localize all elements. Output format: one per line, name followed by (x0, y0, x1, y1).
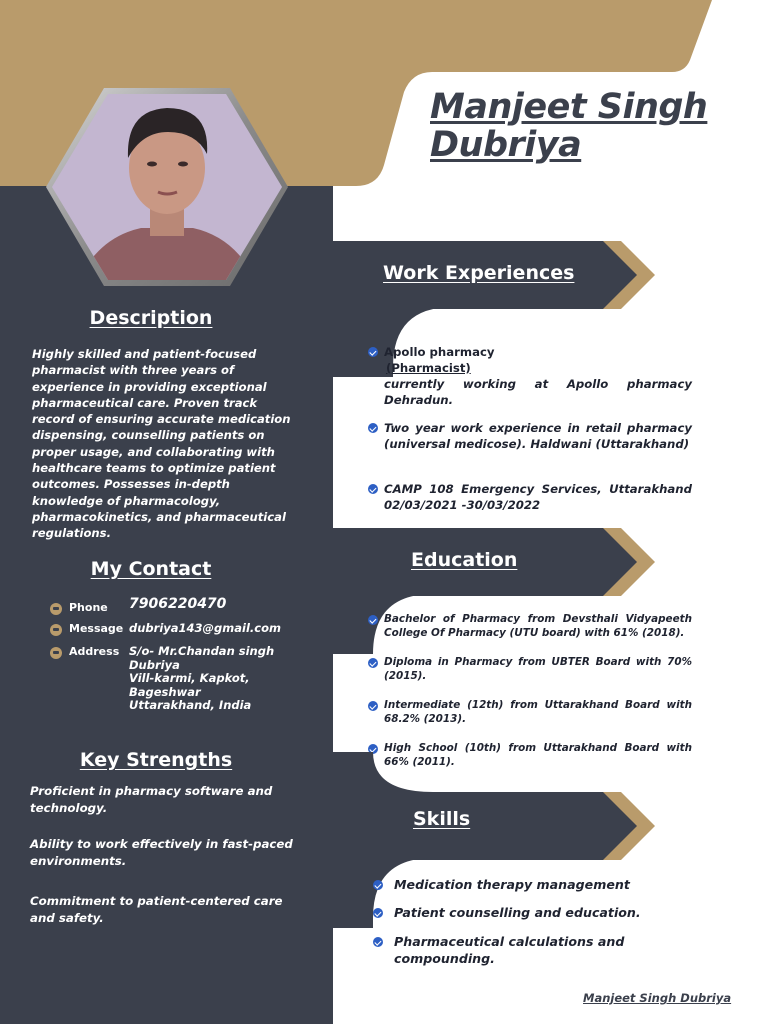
work-item (368, 344, 692, 408)
check-icon (373, 880, 383, 890)
education-text: Diploma in Pharmacy from UBTER Board with 70% (2015). (384, 656, 692, 682)
education-bottom-curve (333, 752, 768, 792)
strength-item: Commitment to patient-centered care and safety. (30, 894, 283, 925)
phone-label: Phone (69, 601, 108, 614)
address-line: S/o- Mr.Chandan singh (129, 644, 275, 658)
address-label: Address (69, 645, 120, 658)
message-label: Message (69, 622, 124, 635)
contact-phone-row (50, 596, 227, 615)
education-text: High School (10th) from Uttarakhand Board with 66% (2011). (384, 742, 692, 768)
address-line: Uttarakhand, India (129, 698, 252, 712)
skill-text: Patient counselling and education. (394, 905, 641, 920)
check-icon (368, 615, 378, 625)
work-heading: Work Experiences (383, 262, 575, 284)
name-line-1: Manjeet Singh (430, 87, 708, 127)
check-icon (368, 701, 378, 711)
contact-message-row (50, 622, 281, 636)
education-item (368, 612, 692, 640)
address-line: Bageshwar (129, 684, 201, 699)
education-item (368, 655, 692, 683)
education-heading: Education (411, 549, 518, 571)
education-text: Bachelor of Pharmacy from Devsthali Vidyapeeth College Of Pharmacy (UTU board) with 61% (2018). (384, 613, 692, 639)
name-line-2: Dubriya (430, 125, 582, 165)
check-icon (368, 347, 378, 357)
strength-item: Ability to work effectively in fast-paced environments. (30, 837, 293, 868)
work-detail: currently working at Apollo pharmacy Dehradun. (384, 377, 692, 407)
description-text: Highly skilled and patient-focused pharmacist with three years of experience in providing exceptional pharmaceutical care. Proven track record of ensuring accurate medication dispensing, counselling patients on proper usage, and collaborating with healthcare teams to optimize patient outcomes. Possesses in-depth knowledge of pharmacology, pharmacokinetics, and pharmaceutical regulations. (32, 347, 291, 541)
skills-heading: Skills (413, 808, 471, 830)
strength-item: Proficient in pharmacy software and technology. (30, 784, 273, 815)
skill-item (373, 934, 653, 967)
email-value: dubriya143@gmail.com (129, 621, 281, 635)
strengths-heading: Key Strengths (79, 749, 233, 771)
work-role: (Pharmacist) (386, 361, 471, 375)
work-item (368, 481, 692, 513)
profile-photo (46, 88, 288, 286)
check-icon (368, 484, 378, 494)
check-icon (373, 908, 383, 918)
contact-heading: My Contact (90, 558, 212, 580)
check-icon (368, 423, 378, 433)
location-icon (50, 647, 62, 659)
description-heading: Description (89, 307, 213, 329)
footer-name: Manjeet Singh Dubriya (583, 991, 732, 1005)
phone-icon (50, 603, 62, 615)
education-text: Intermediate (12th) from Uttarakhand Board with 68.2% (2013). (384, 699, 692, 725)
phone-value: 7906220470 (129, 596, 227, 612)
check-icon (368, 658, 378, 668)
address-value (129, 645, 274, 713)
address-line: Vill-karmi, Kapkot, (129, 671, 250, 685)
work-detail: CAMP 108 Emergency Services, Uttarakhand 02/03/2021 -30/03/2022 (384, 482, 692, 512)
skill-text: Medication therapy management (394, 877, 630, 892)
skills-banner (333, 792, 658, 860)
skill-item (373, 877, 697, 894)
education-item (368, 698, 692, 726)
work-item (368, 420, 692, 452)
work-detail: Two year work experience in retail pharmacy (universal medicose). Haldwani (Uttarakhand) (384, 421, 692, 451)
contact-address-row (50, 645, 274, 713)
address-line: Dubriya (129, 657, 180, 672)
skill-item (373, 905, 697, 922)
work-company: Apollo pharmacy (384, 345, 495, 359)
person-name (430, 88, 750, 164)
skill-text: Pharmaceutical calculations and compounding. (394, 934, 625, 966)
message-icon (50, 624, 62, 636)
check-icon (373, 937, 383, 947)
